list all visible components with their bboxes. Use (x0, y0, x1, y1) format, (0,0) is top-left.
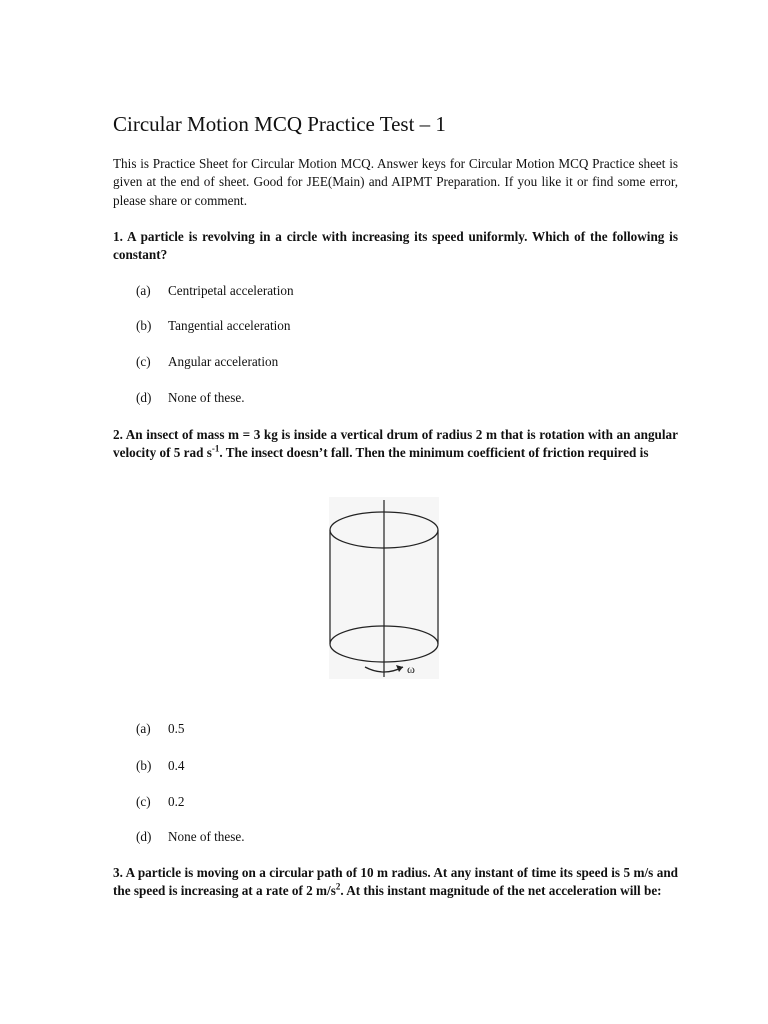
option-1d (136, 389, 245, 407)
question-1 (113, 228, 678, 265)
option-label: (b) (136, 758, 152, 773)
option-label: (a) (136, 283, 151, 298)
question-number: 3. (113, 865, 123, 880)
rotating-drum-figure (329, 497, 439, 679)
question-text: An insect of mass m = 3 kg is inside a vertical drum of radius 2 m that is rotation with an angular velocity of 5 rad s (113, 427, 679, 461)
option-text: 0.4 (168, 758, 185, 773)
option-label: (d) (136, 390, 152, 405)
option-2d (136, 828, 245, 846)
question-3 (113, 864, 678, 901)
option-label: (b) (136, 318, 152, 333)
superscript: 2 (335, 882, 341, 893)
option-1a (136, 282, 294, 300)
option-text: 0.2 (168, 794, 185, 809)
option-label: (a) (136, 721, 151, 736)
superscript: -1 (211, 444, 220, 455)
omega-label: ω (407, 662, 415, 676)
question-text-cont: . The insect doesn’t fall. Then the minimum coefficient of friction required is (219, 445, 649, 461)
question-2 (113, 426, 678, 463)
intro-paragraph: This is Practice Sheet for Circular Motion MCQ. Answer keys for Circular Motion MCQ Practice sheet is given at the end of sheet. Good for JEE(Main) and AIPMT Preparation. If you like it or find some error, please share or comment. (113, 156, 678, 208)
option-label: (d) (136, 829, 152, 844)
option-2b (136, 757, 184, 775)
option-text: Angular acceleration (168, 354, 279, 369)
option-text: None of these. (168, 390, 245, 405)
option-label: (c) (136, 354, 151, 369)
option-text: Tangential acceleration (168, 318, 291, 333)
drum-diagram (329, 497, 439, 679)
option-text: 0.5 (168, 721, 185, 736)
page-title: Circular Motion MCQ Practice Test – 1 (113, 112, 446, 136)
question-number: 2. (113, 427, 123, 442)
option-label: (c) (136, 794, 151, 809)
option-1c (136, 353, 278, 371)
option-text: Centripetal acceleration (168, 283, 294, 298)
question-text-cont: . At this instant magnitude of the net acceleration will be: (340, 883, 662, 899)
option-1b (136, 317, 290, 335)
question-number: 1. (113, 229, 123, 244)
option-text: None of these. (168, 829, 245, 844)
option-2c (136, 793, 184, 811)
question-text: A particle is revolving in a circle with increasing its speed uniformly. Which of the following is constant? (113, 229, 678, 263)
option-2a (136, 720, 184, 738)
question-text: A particle is moving on a circular path of 10 m radius. At any instant of time its speed is 5 m/s and the speed is increasing at a rate of 2 m/s (113, 865, 678, 899)
